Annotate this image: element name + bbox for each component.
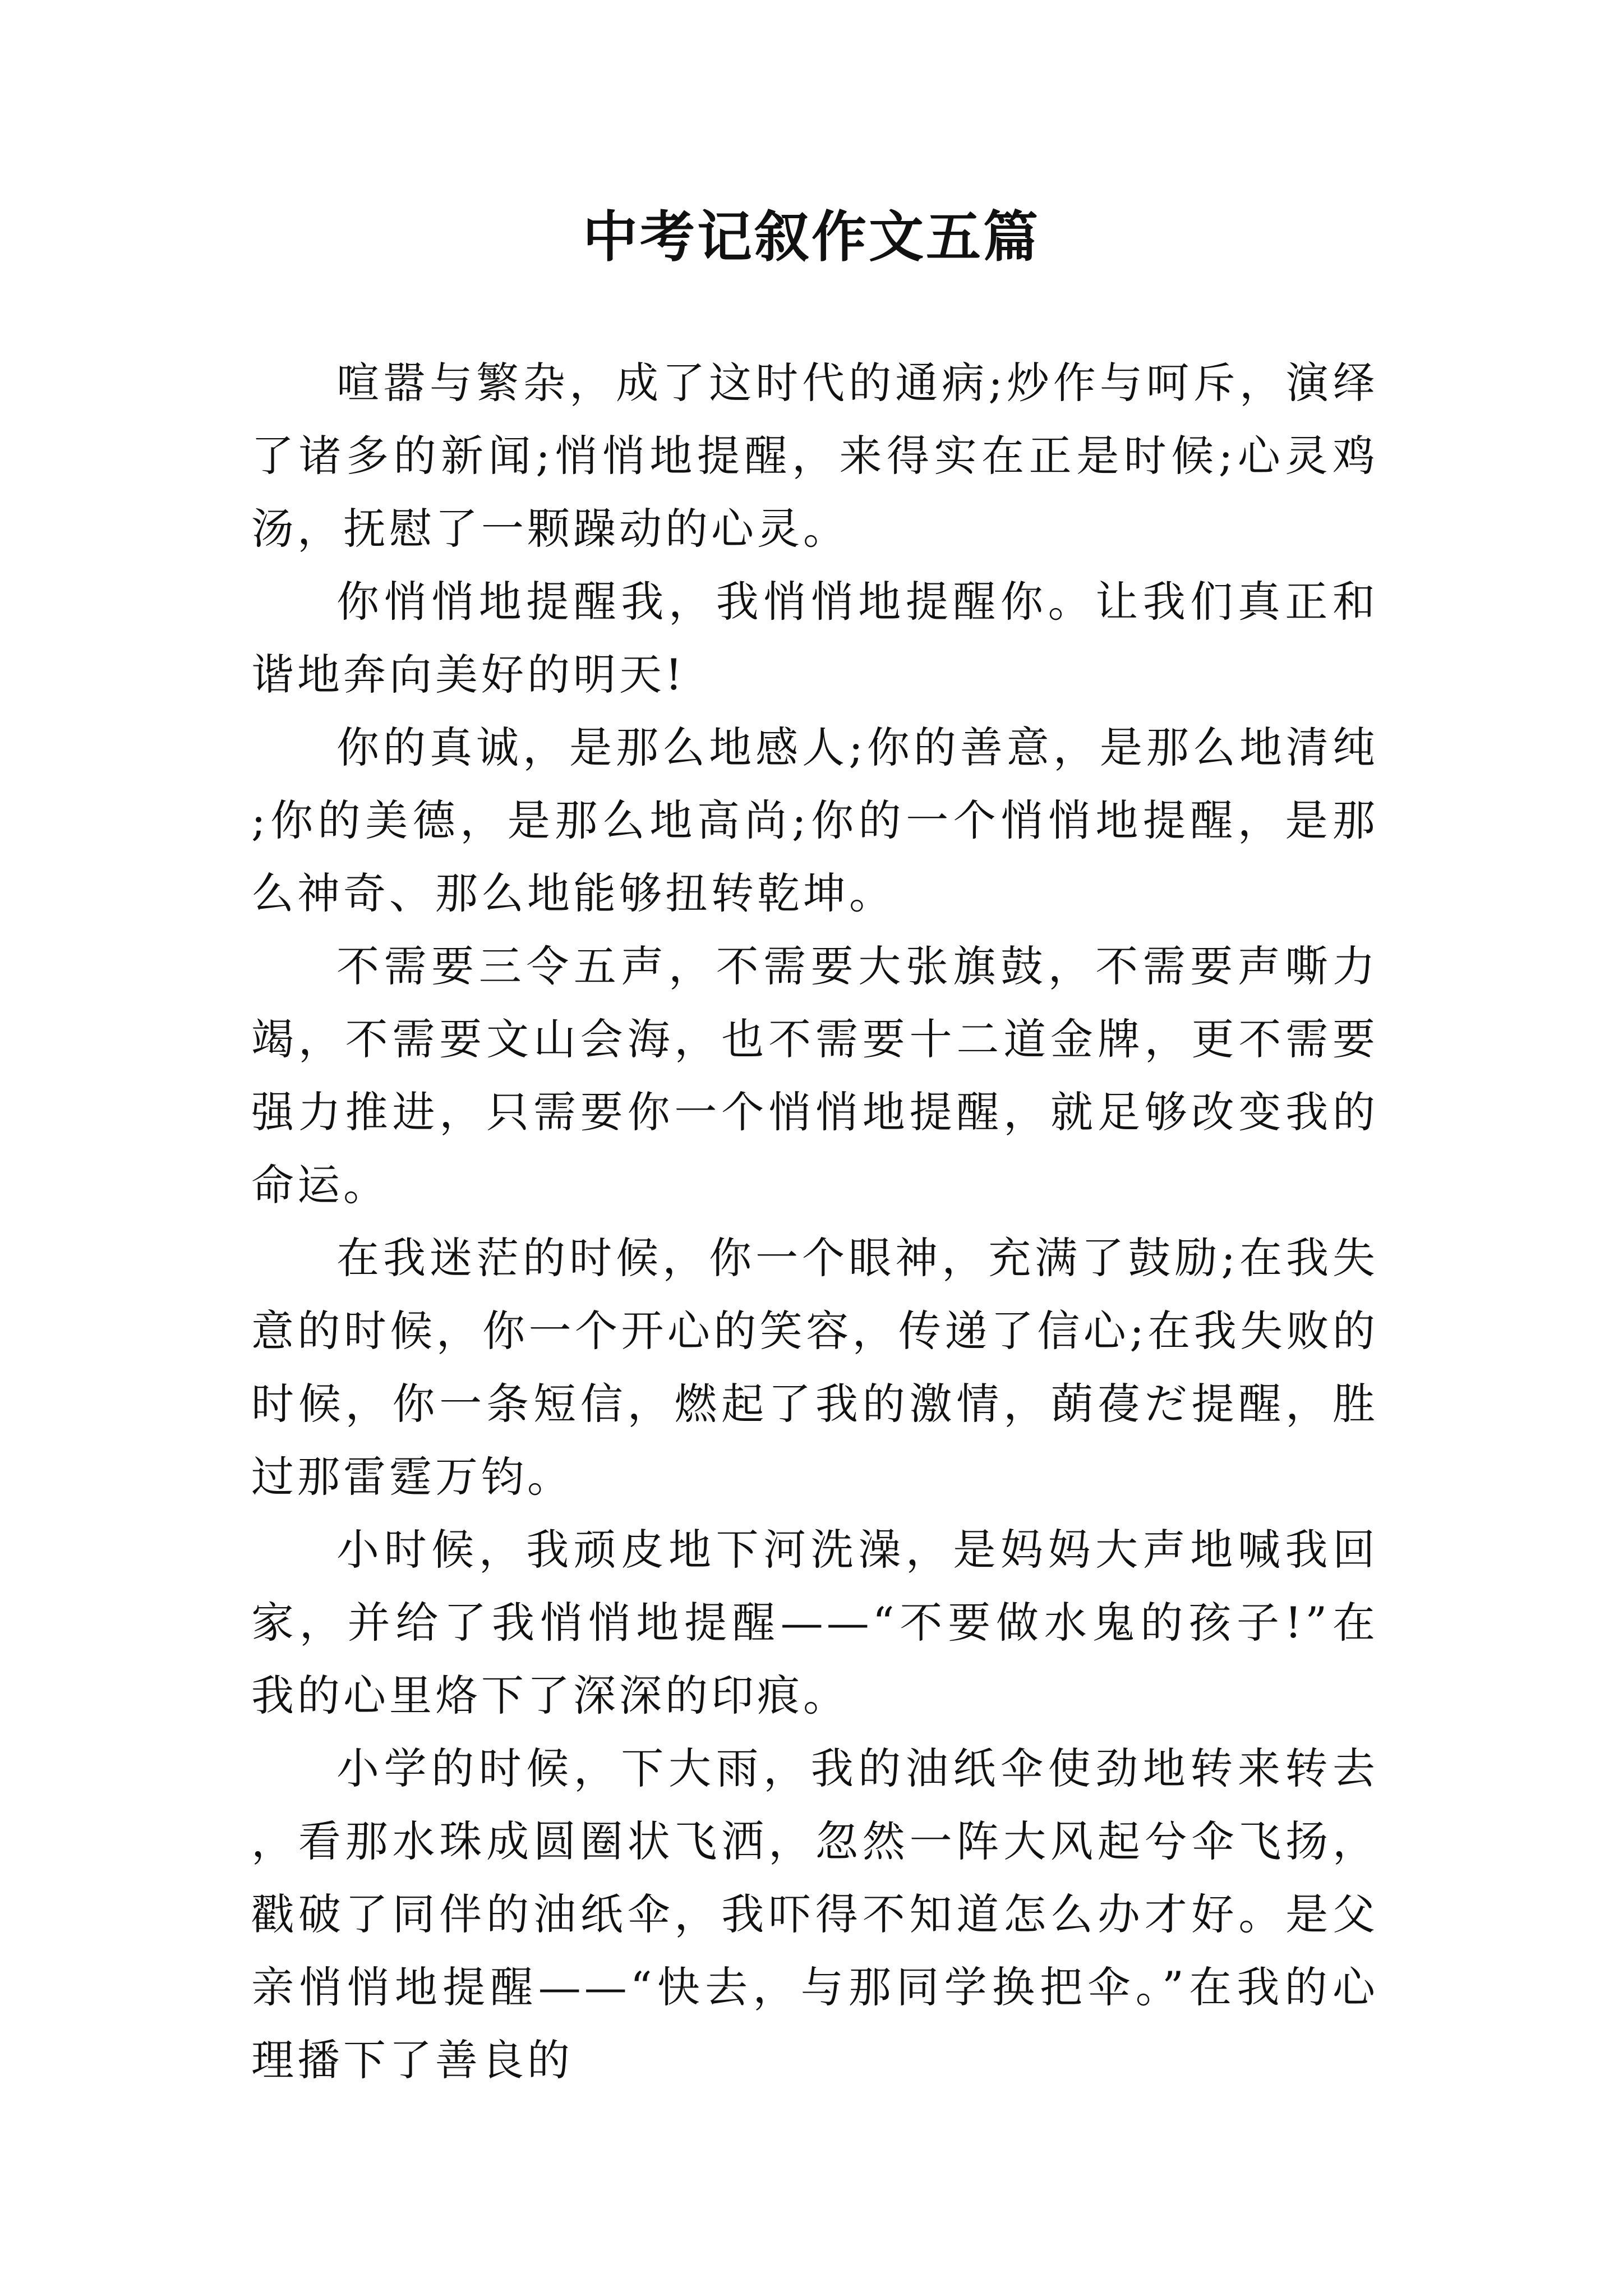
paragraph: 你的真诚，是那么地感人;你的善意，是那么地清纯;你的美德，是那么地高尚;你的一个悄悄地提醒，是那么神奇、那么地能够扭转乾坤。 (251, 723, 1378, 918)
document-title: 中考记叙作文五篇 (582, 205, 1040, 269)
document-body (251, 347, 1378, 2097)
paragraph: 你悄悄地提醒我，我悄悄地提醒你。让我们真正和谐地奔向美好的明天! (251, 577, 1378, 700)
paragraph: 在我迷茫的时候，你一个眼神，充满了鼓励;在我失意的时候，你一个开心的笑容，传递了信心;在我失败的时候，你一条短信，燃起了我的激情，蓢葠だ提醒，胜过那雷霆万钧。 (251, 1233, 1378, 1502)
paragraph: 小时候，我顽皮地下河洗澡，是妈妈大声地喊我回家，并给了我悄悄地提醒——“不要做水鬼的孩子!”在我的心里烙下了深深的印痕。 (251, 1525, 1378, 1720)
paragraph: 不需要三令五声，不需要大张旗鼓，不需要声嘶力竭，不需要文山会海，也不需要十二道金牌，更不需要强力推进，只需要你一个悄悄地提醒，就足够改变我的命运。 (251, 941, 1378, 1210)
paragraph: 小学的时候，下大雨，我的油纸伞使劲地转来转去，看那水珠成圆圈状飞洒，忽然一阵大风起兮伞飞扬，戳破了同伴的油纸伞，我吓得不知道怎么办才好。是父亲悄悄地提醒——“快去，与那同学换把伞。”在我的心理播下了善良的 (251, 1743, 1378, 2085)
paragraph: 喧嚣与繁杂，成了这时代的通病;炒作与呵斥，演绎了诸多的新闻;悄悄地提醒，来得实在正是时候;心灵鸡汤，抚慰了一颗躁动的心灵。 (251, 358, 1378, 554)
